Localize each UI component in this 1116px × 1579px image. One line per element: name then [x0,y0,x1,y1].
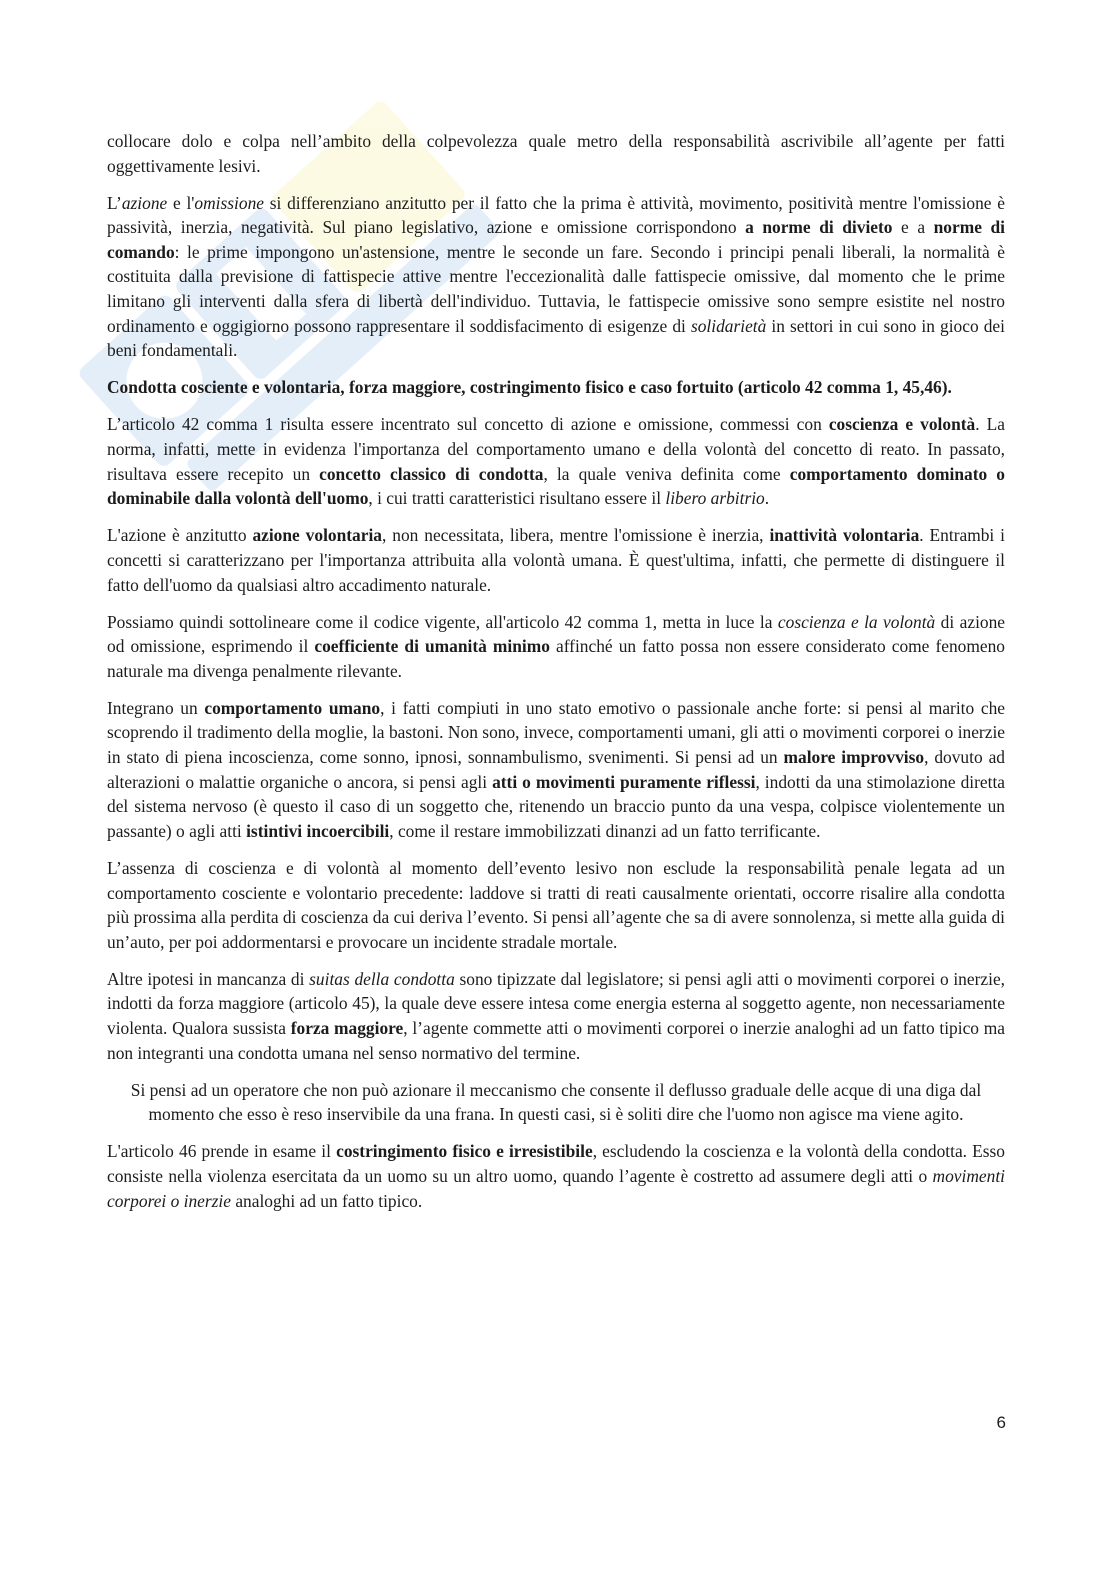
text-run: L’ [107,192,122,213]
text-run: L’articolo 42 comma 1 risulta essere incentrato sul concetto di azione e omissione, commessi con [107,414,829,435]
italic-text: coscienza e la volontà [777,611,936,632]
text-run: , i cui tratti caratteristici risultano essere il [368,488,666,509]
text-run: : le prime impongono un'astensione, mentre le seconde un fare. Secondo i principi penali liberali, la normalità è costituita dalla previsione di fattispecie attive mentre l'eccezionalità dalle fattispecie omissive, dal momento che le prime limitano gli interventi dalla sfera di libertà dell'individuo. Tuttavia, le fattispecie omissive sono sempre esistite nel nostro ordinamento e oggigiorno possono rappresentare il soddisfacimento di esigenze di [107,241,1005,336]
italic-text: suitas della condotta [309,968,455,989]
bold-text: azione volontaria [252,525,382,546]
bold-text: forza maggiore [290,1018,404,1038]
paragraph [107,696,1005,844]
text-run: e a [892,217,934,238]
bold-text: coscienza e volontà [828,414,976,435]
text-run: analoghi ad un fatto tipico. [230,1190,423,1211]
text-run: sono tipizzate dal legislatore; si pensi agli atti o movimenti corporei o inerzie, indotti da forza maggiore (articolo 45), la quale deve essere intesa come energia esterna al soggetto agente, non necessariamente violenta. Qualora sussista [107,968,1006,1038]
paragraph [107,1078,1005,1127]
text-run: e l' [167,192,195,213]
paragraph [107,129,1005,178]
paragraph [107,610,1005,684]
text-run: Integrano un [107,697,205,718]
text-run: , come il restare immobilizzati dinanzi ad un fatto terrificante. [389,820,821,841]
italic-text: movimenti corporei o inerzie [107,1165,1005,1211]
bold-text: comportamento umano [204,697,381,718]
text-run: Altre ipotesi in mancanza di [107,968,310,989]
bold-text: costringimento fisico e irresistibile [336,1141,593,1162]
text-run: , escludendo la coscienza e la volontà della condotta. Esso consiste nella violenza esercitata da un uomo su un altro uomo, quando l’agente è costretto ad assumere degli atti o [107,1141,1006,1186]
text-run: , l’agente commette atti o movimenti corporei o inerzie analoghi ad un fatto tipico ma non integranti una condotta umana nel senso normativo del termine. [107,1018,1005,1063]
bold-text: comportamento dominato o dominabile dalla volontà dell'uomo [107,463,1005,509]
text-run: collocare dolo e colpa nell’ambito della colpevolezza quale metro della responsabilità ascrivibile all’agente per fatti oggettivamente lesivi. [107,131,1005,176]
paragraph [107,412,1005,510]
italic-text: solidarietà [690,315,767,336]
paragraph [107,523,1005,597]
text-run: in settori in cui sono in gioco dei beni fondamentali. [107,315,1005,361]
text-run: Si pensi ad un operatore che non può azionare il meccanismo che consente il deflusso graduale delle acque di una diga dal momento che esso è reso inservibile da una frana. In questi casi, si è soliti dire che l'uomo non agisce ma viene agito. [130,1079,982,1125]
italic-text: libero arbitrio [665,488,765,509]
bold-text: istintivi incoercibili [246,820,390,841]
page-number: 6 [996,1413,1006,1432]
bold-text: malore improvviso [783,747,925,768]
document-page [107,129,1005,1226]
bold-text: a norme di divieto [745,217,893,238]
bold-text: inattività volontaria [769,525,920,546]
text-run: L'articolo 46 prende in esame il [107,1141,337,1162]
paragraph [107,1139,1005,1213]
text-run: . Entrambi i concetti si caratterizzano per l'importanza attribuita alla volontà umana. È quest'ultima, infatti, che permette di distinguere il fatto dell'uomo da qualsiasi altro accadimento naturale. [107,525,1006,595]
text-run: . La norma, infatti, mette in evidenza l'importanza del comportamento umano e della volontà del concetto di reato. In passato, risultava essere recepito un [107,414,1005,484]
bold-text: norme di comando [107,217,1005,262]
text-run: . [764,488,770,509]
text-run: Possiamo quindi sottolineare come il codice vigente, all'articolo 42 comma 1, metta in luce la [107,611,778,632]
italic-text: omissione [194,192,264,213]
italic-text: azione [121,192,168,213]
bold-text: concetto classico di condotta [319,463,544,484]
bold-text: atti o movimenti puramente riflessi [492,771,756,792]
section-heading [107,375,1005,400]
text-run: L’assenza di coscienza e di volontà al momento dell’evento lesivo non esclude la responsabilità penale legata ad un comportamento cosciente e volontario precedente: laddove si tratti di reati causalmente orientati, occorre risalire alla condotta più prossima alla perdita di coscienza da cui deriva l’evento. Si pensi all’agente che sa di avere sonnolenza, si mette alla guida di un’auto, per poi addormentarsi e provocare un incidente stradale mortale. [107,857,1005,952]
text-run: di azione od omissione, esprimendo il [107,611,1006,657]
text-run: , indotti da una stimolazione diretta del sistema nervoso (è questo il caso di un soggetto che, ritenendo un braccio punto da una vespa, colpisce violentemente un passante) o agli atti [107,771,1006,841]
text-run: L'azione è anzitutto [107,525,253,546]
text-run: , non necessitata, libera, mentre l'omissione è inerzia, [382,525,770,546]
paragraph [107,191,1005,363]
text-run: , la quale veniva definita come [543,463,790,484]
text-run: , dovuto ad alterazioni o malattie organiche o ancora, si pensi agli [107,747,1005,792]
paragraph [107,856,1005,954]
paragraph [107,967,1005,1065]
text-run: , i fatti compiuti in uno stato emotivo o passionale anche forte: si pensi al marito che scoprendo il tradimento della moglie, la bastoni. Non sono, invece, comportamenti umani, gli atti o movimenti corporei o inerzie in stato di piena incoscienza, come sonno, ipnosi, sonnambulismo, svenimenti. Si pensi ad un [107,697,1005,768]
bold-text: coefficiente di umanità minimo [314,636,550,657]
text-run: affinché un fatto possa non essere considerato come fenomeno naturale ma divenga penalmente rilevante. [107,636,1005,681]
text-run: si differenziano anzitutto per il fatto che la prima è attività, movimento, positività mentre l'omissione è passività, inerzia, negatività. Sul piano legislativo, azione e omissione corrispondono [107,192,1005,238]
text-run: Condotta cosciente e volontaria, forza maggiore, costringimento fisico e caso fortuito (articolo 42 comma 1, 45,46). [107,377,952,398]
